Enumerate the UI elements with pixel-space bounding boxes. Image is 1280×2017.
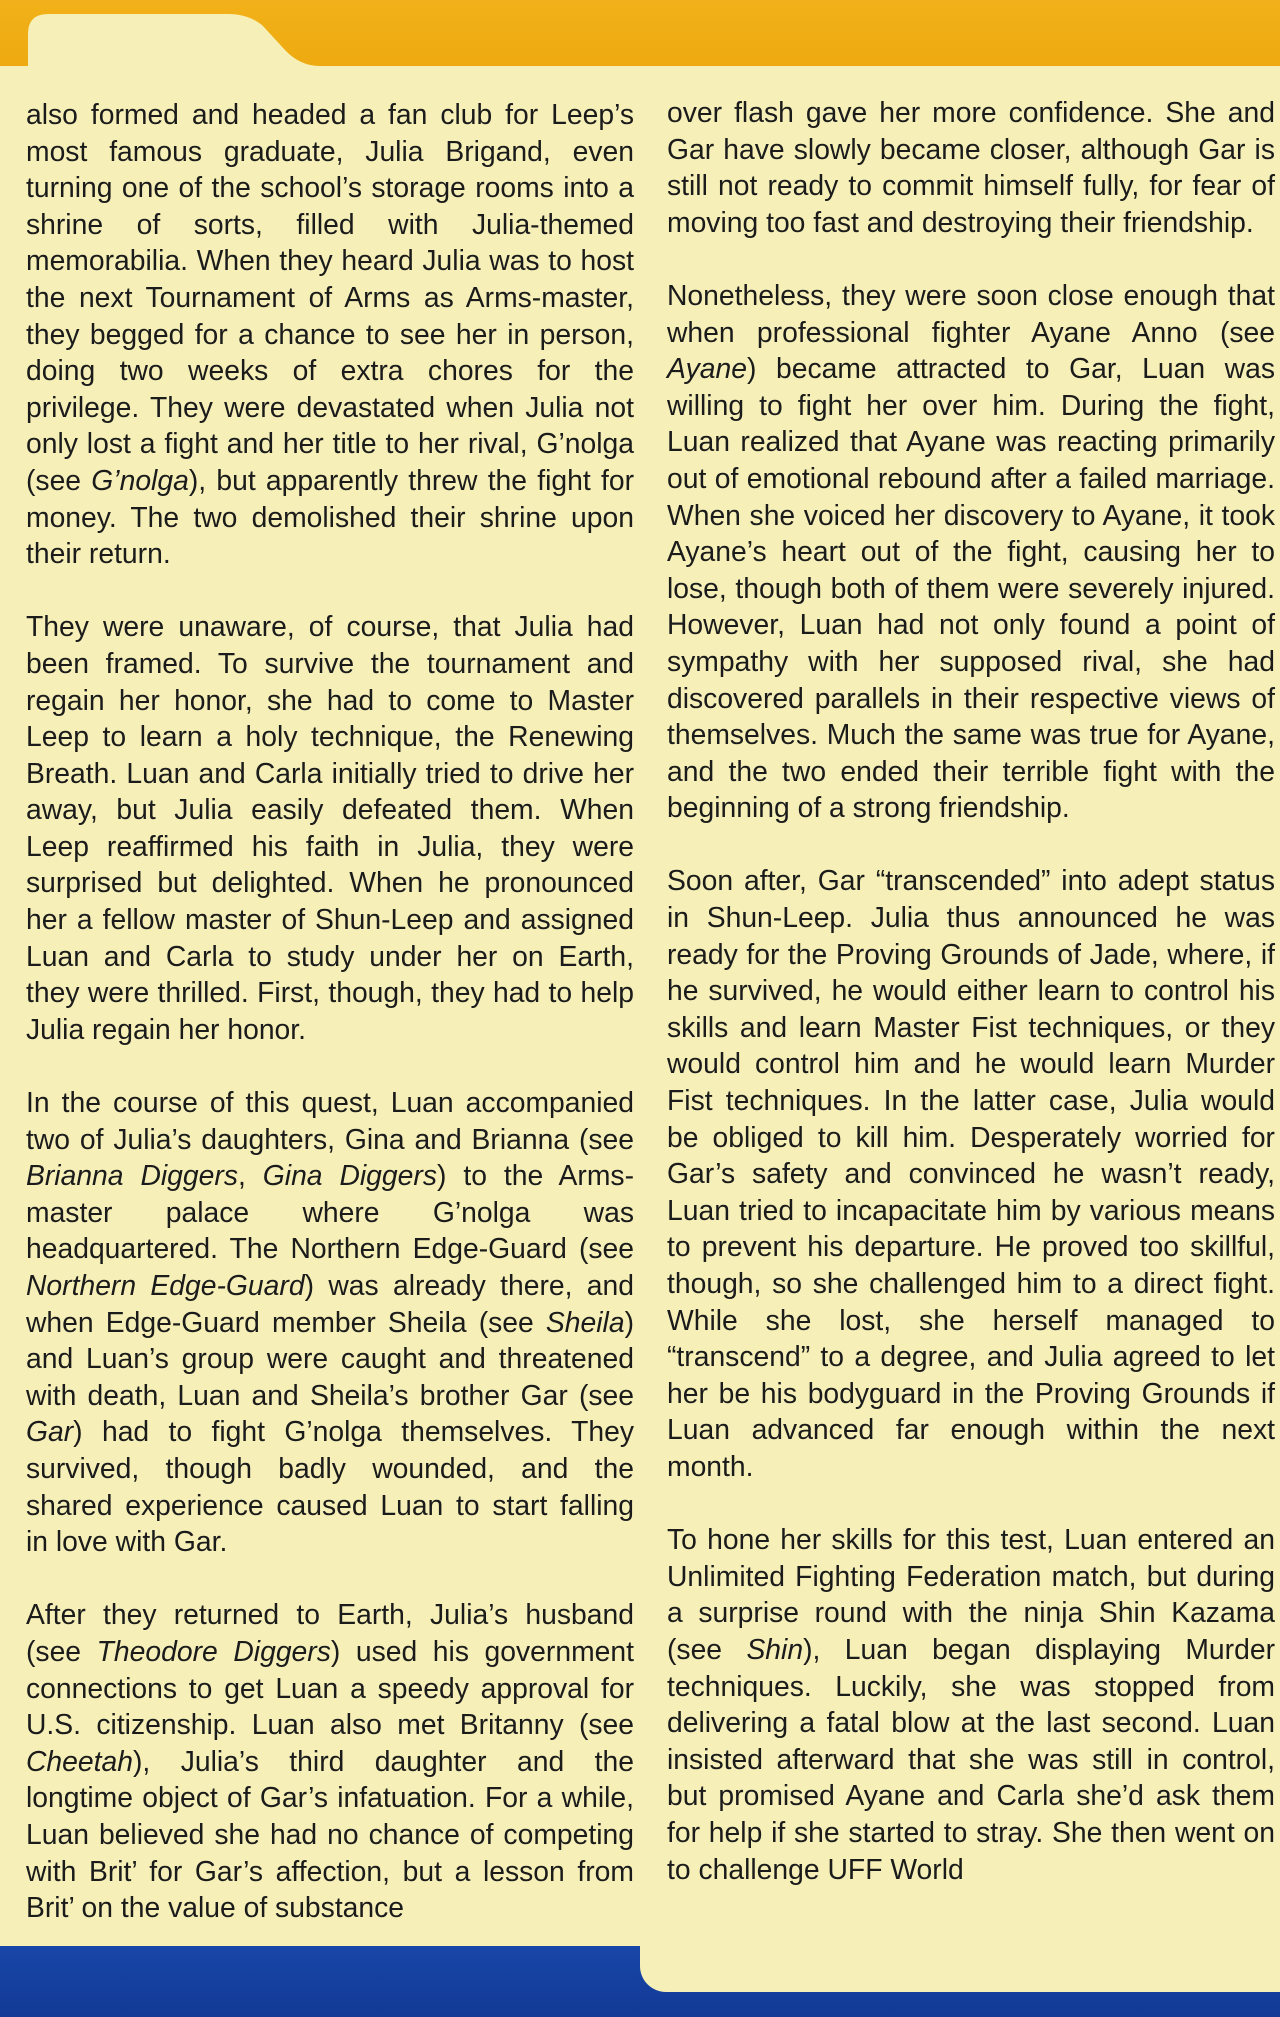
paragraph: over flash gave her more confidence. She and Gar have slowly became closer, although Gar is still not ready to commit himself fully, for fear of moving too fast and destroying their friendship. bbox=[667, 96, 1275, 238]
cross-reference: Northern Edge-Guard bbox=[26, 1269, 305, 1301]
paragraph: also formed and headed a fan club for Leep’s most famous graduate, Julia Brigand, even turning one of the school’s storage rooms into a shrine of sorts, filled with Julia-themed memorabilia. When they heard Julia was to host the next Tournament of Arms as Arms-master, they begged for a chance to see her in person, doing two weeks of extra chores for the privilege. They were devastated when Julia not only lost a fight and her title to her rival, G’nolga (see G’nolga), but apparently threw the fight for money. The two demolished their shrine upon their return. bbox=[26, 98, 634, 570]
paragraph: After they returned to Earth, Julia’s husband (see Theodore Diggers) used his government connections to get Luan a speedy approval for U.S. citizenship. Luan also met Britanny (see Cheetah), Julia’s third daughter and the longtime object of Gar’s infatuation. For a while, Luan believed she had no chance of competing with Brit’ for Gar’s affection, but a lesson from Brit’ on the value of substance bbox=[26, 1598, 634, 1924]
cross-reference: Ayane bbox=[667, 352, 747, 385]
cross-reference: Gar bbox=[26, 1415, 74, 1448]
cross-reference: Gina Diggers bbox=[262, 1159, 437, 1192]
page-corner-tab bbox=[640, 1946, 1280, 1992]
left-text-column bbox=[26, 96, 634, 1926]
cross-reference: Brianna Diggers bbox=[26, 1159, 238, 1192]
right-text-column bbox=[667, 94, 1275, 1887]
cross-reference: Shin bbox=[746, 1632, 804, 1665]
cross-reference: G’nolga bbox=[91, 463, 189, 496]
cross-reference: Sheila bbox=[545, 1305, 625, 1338]
cross-reference: Theodore Diggers bbox=[96, 1634, 331, 1667]
paragraph: In the course of this quest, Luan accompanied two of Julia’s daughters, Gina and Brianna (see Brianna Diggers, Gina Diggers) to the Arms-master palace where G’nolga was headquartered. The Northern Edge-Guard (see Northern Edge-Guard) was already there, and when Edge-Guard member Sheila (see Sheila) and Luan’s group were caught and threatened with death, Luan and Sheila’s brother Gar (see Gar) had to fight G’nolga themselves. They survived, though badly wounded, and the shared experience caused Luan to start falling in love with Gar. bbox=[26, 1086, 635, 1558]
paragraph: Soon after, Gar “transcended” into adept status in Shun-Leep. Julia thus announced he was ready for the Proving Grounds of Jade, where, if he survived, he would either learn to control his skills and learn Master Fist techniques, or they would control him and he would learn Murder Fist techniques. In the latter case, Julia would be obliged to kill him. Desperately worried for Gar’s safety and convinced he wasn’t ready, Luan tried to incapacitate him by various means to prevent his departure. He proved too skillful, though, so she challenged him to a direct fight. While she lost, she herself managed to “transcend” to a degree, and Julia agreed to let her be his bodyguard in the Proving Grounds if Luan advanced far enough within the next month. bbox=[667, 864, 1275, 1482]
cross-reference: Cheetah bbox=[26, 1744, 133, 1777]
paragraph: To hone her skills for this test, Luan entered an Unlimited Fighting Federation match, but during a surprise round with the ninja Shin Kazama (see Shin), Luan began displaying Murder techniques. Luckily, she was stopped from delivering a fatal blow at the last second. Luan insisted afterward that she was still in control, but promised Ayane and Carla she’d ask them for help if she started to stray. She then went on to challenge UFF World bbox=[667, 1523, 1275, 1885]
paragraph: Nonetheless, they were soon close enough that when professional fighter Ayane Anno (see Ayane) became attracted to Gar, Luan was willing to fight her over him. During the fight, Luan realized that Ayane was reacting primarily out of emotional rebound after a failed marriage. When she voiced her discovery to Ayane, it took Ayane’s heart out of the fight, causing her to lose, though both of them were severely injured. However, Luan had not only found a point of sympathy with her supposed rival, she had discovered parallels in their respective views of themselves. Much the same was true for Ayane, and the two ended their terrible fight with the beginning of a strong friendship. bbox=[667, 278, 1275, 824]
paragraph: They were unaware, of course, that Julia had been framed. To survive the tournament and regain her honor, she had to come to Master Leep to learn a holy technique, the Renewing Breath. Luan and Carla initially tried to drive her away, but Julia easily defeated them. When Leep reaffirmed his faith in Julia, they were surprised but delighted. When he pronounced her a fellow master of Shun-Leep and assigned Luan and Carla to study under her on Earth, they were thrilled. First, though, they had to help Julia regain her honor. bbox=[26, 610, 634, 1045]
